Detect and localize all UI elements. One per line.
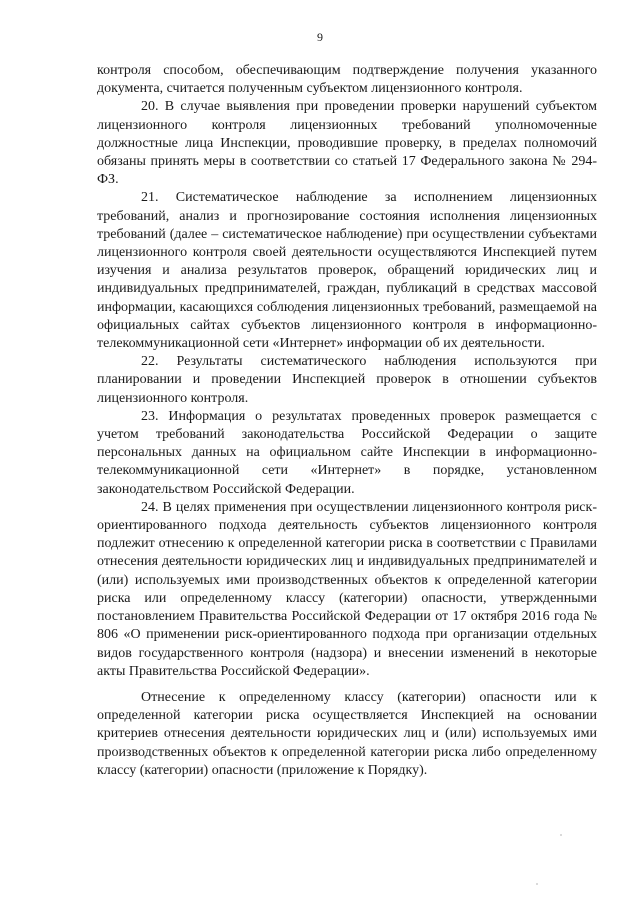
paragraph-22: 22. Результаты систематического наблюдения используются при планировании и проведении Инспекцией проверок в отношении субъектов лицензионного контроля. — [97, 354, 597, 406]
paragraph-23: 23. Информация о результатах проведенных проверок размещается с учетом требований законодательства Российской Федерации о защите персональных данных на официальном сайте Инспекции в информационно-телекоммуникационной сети «Интернет» в порядке, установленном законодательством Российской Федерации. — [97, 408, 597, 497]
document-body — [97, 62, 597, 780]
page-number: 9 — [317, 30, 323, 44]
scan-artifact — [536, 883, 538, 885]
paragraph-20: 20. В случае выявления при проведении проверки нарушений субъектом лицензионного контроля лицензионных требований уполномоченные должностные лица Инспекции, проводившие проверку, в пределах полномочий обязаны принять меры в соответствии со статьей 17 Федерального закона № 294-ФЗ. — [97, 99, 597, 188]
paragraph-21: 21. Систематическое наблюдение за исполнением лицензионных требований, анализ и прогнозирование состояния исполнения лицензионных требований (далее – систематическое наблюдение) при осуществлении субъектами лицензионного контроля своей деятельности осуществляются Инспекцией путем изучения и анализа результатов проверок, обращений юридических лиц и индивидуальных предпринимателей, граждан, публикаций в средствах массовой информации, касающихся соблюдения лицензионных требований, размещаемой на официальных сайтах субъектов лицензионного контроля в информационно-телекоммуникационной сети «Интернет» информации об их деятельности. — [97, 190, 597, 352]
paragraph-continuation: контроля способом, обеспечивающим подтверждение получения указанного документа, считается полученным субъектом лицензионного контроля. — [97, 63, 597, 97]
paragraph-24: 24. В целях применения при осуществлении лицензионного контроля риск-ориентированного подхода деятельность субъектов лицензионного контроля подлежит отнесению к определенной категории риска в соответствии с Правилами отнесения деятельности юридических лиц и индивидуальных предпринимателей и (или) используемых ими производственных объектов к определенной категории риска или определенному классу (категории) опасности, утвержденными постановлением Правительства Российской Федерации от 17 октября 2016 года № 806 «О применении риск-ориентированного подхода при организации отдельных видов государственного контроля (надзора) и внесении изменений в некоторые акты Правительства Российской Федерации». — [97, 499, 597, 679]
paragraph-risk-classification: Отнесение к определенному классу (категории) опасности или к определенной категории риска осуществляется Инспекцией на основании критериев отнесения деятельности юридических лиц и (или) используемых ими производственных объектов к определенной категории риска либо определенному классу (категории) опасности (приложение к Порядку). — [97, 689, 597, 778]
scan-artifact — [560, 834, 562, 836]
